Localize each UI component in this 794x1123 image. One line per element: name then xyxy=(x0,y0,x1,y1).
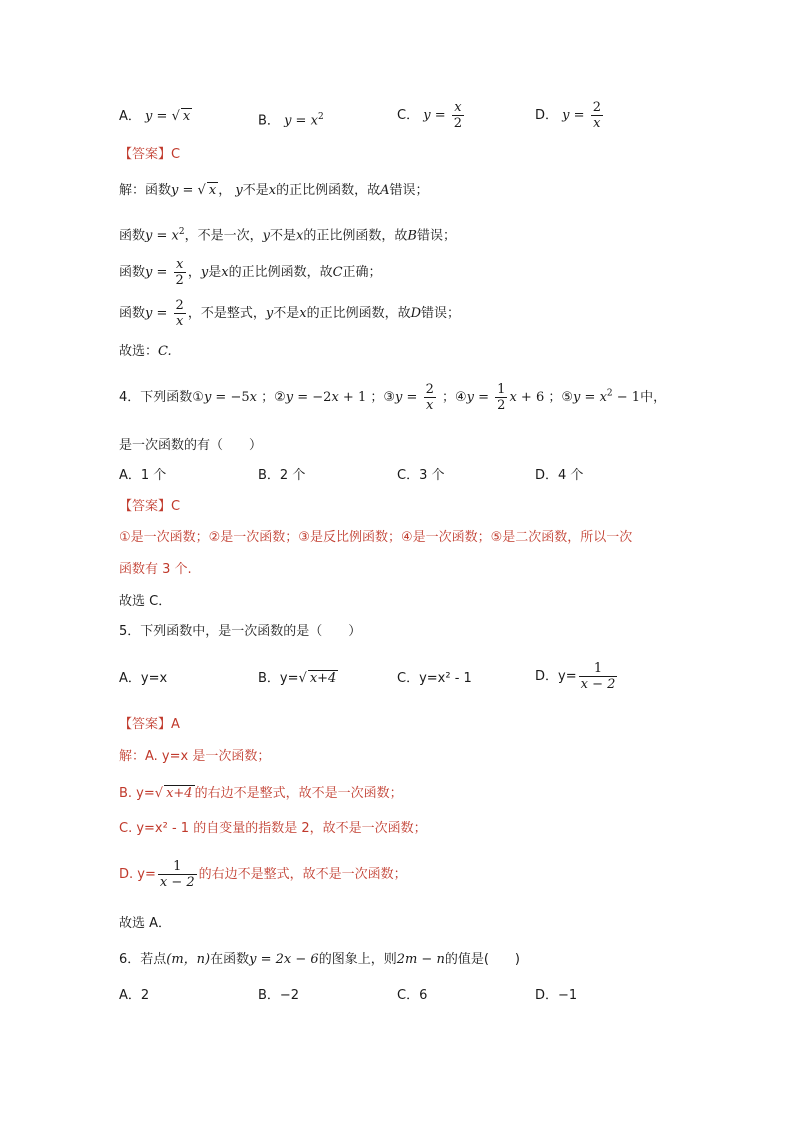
q5-solution-line-1: 解：A. y=x 是一次函数； xyxy=(119,749,271,764)
q3-option-b: B． $y = x^2$ xyxy=(258,112,324,129)
q6-option-d: D．−1 xyxy=(535,988,578,1003)
q5-solution-line-2: B. y=√ x+4 的右边不是整式，故不是一次函数； xyxy=(119,786,403,801)
q5-option-a: A．y=x xyxy=(119,671,168,686)
q4-answer-tag: 【答案】C xyxy=(119,499,181,514)
q5-option-d: D．y= $\frac{1}{x - 2}$ xyxy=(535,661,616,692)
q3-answer-tag: 【答案】C xyxy=(119,147,181,162)
q4-stem-line-2: 是一次函数的有（ ） xyxy=(119,438,263,453)
q6-stem: 6．若点(m，n)在函数y = 2x − 6的图象上，则2m − n的值是( ) xyxy=(119,952,520,967)
q5-stem: 5．下列函数中，是一次函数的是（ ） xyxy=(119,624,362,639)
q3-solution-line-2: 函数$y = x^2$，不是一次，y不是x的正比例函数，故B错误； xyxy=(119,227,456,244)
q3-option-d: D． y = $\frac{2}{x}$ xyxy=(535,100,601,131)
q3-solution-line-5: 故选：C. xyxy=(119,344,172,359)
q5-option-c: C．y=x² - 1 xyxy=(397,671,472,686)
q4-option-c: C．3 个 xyxy=(397,468,445,483)
q4-stem: 4．下列函数①y = −5x ；②y = −2x + 1 ；③y = $\frac{2}{x}$ ；④y = $\frac{1}{2}$ x + 6 ；⑤y = $x^2 - 1$中， xyxy=(119,382,667,413)
q5-option-b: B．y=√ x+4 xyxy=(258,671,337,686)
q4-solution-line-1: ①是一次函数；②是一次函数；③是反比例函数；④是一次函数；⑤是二次函数，所以一次 xyxy=(119,530,633,545)
q4-option-d: D．4 个 xyxy=(535,468,584,483)
q6-option-c: C．6 xyxy=(397,988,428,1003)
q6-option-a: A．2 xyxy=(119,988,150,1003)
q5-solution-line-5: 故选 A． xyxy=(119,916,172,931)
q3-option-c: C． y = $\frac{x}{2}$ xyxy=(397,100,463,131)
q4-option-a: A．1 个 xyxy=(119,468,167,483)
q5-answer-tag: 【答案】A xyxy=(119,717,180,732)
q6-option-b: B．−2 xyxy=(258,988,300,1003)
q5-solution-line-3: C. y=x² - 1 的自变量的指数是 2，故不是一次函数； xyxy=(119,821,427,836)
q3-solution-line-1: 解：函数y = √ x ， y不是x的正比例函数，故A错误； xyxy=(119,183,429,198)
q4-option-b: B．2 个 xyxy=(258,468,306,483)
q3-solution-line-3: 函数y = $\frac{x}{2}$ ，y是x的正比例函数，故C正确； xyxy=(119,257,382,288)
q3-option-a: A． y = √ x xyxy=(119,109,191,124)
q4-solution-line-2: 函数有 3 个. xyxy=(119,562,192,577)
q4-solution-line-3: 故选 C． xyxy=(119,594,172,609)
q3-solution-line-4: 函数y = $\frac{2}{x}$ ，不是整式，y不是x的正比例函数，故D错误； xyxy=(119,298,461,329)
q5-solution-line-4: D. y= $\frac{1}{x - 2}$ 的右边不是整式，故不是一次函数； xyxy=(119,859,407,890)
